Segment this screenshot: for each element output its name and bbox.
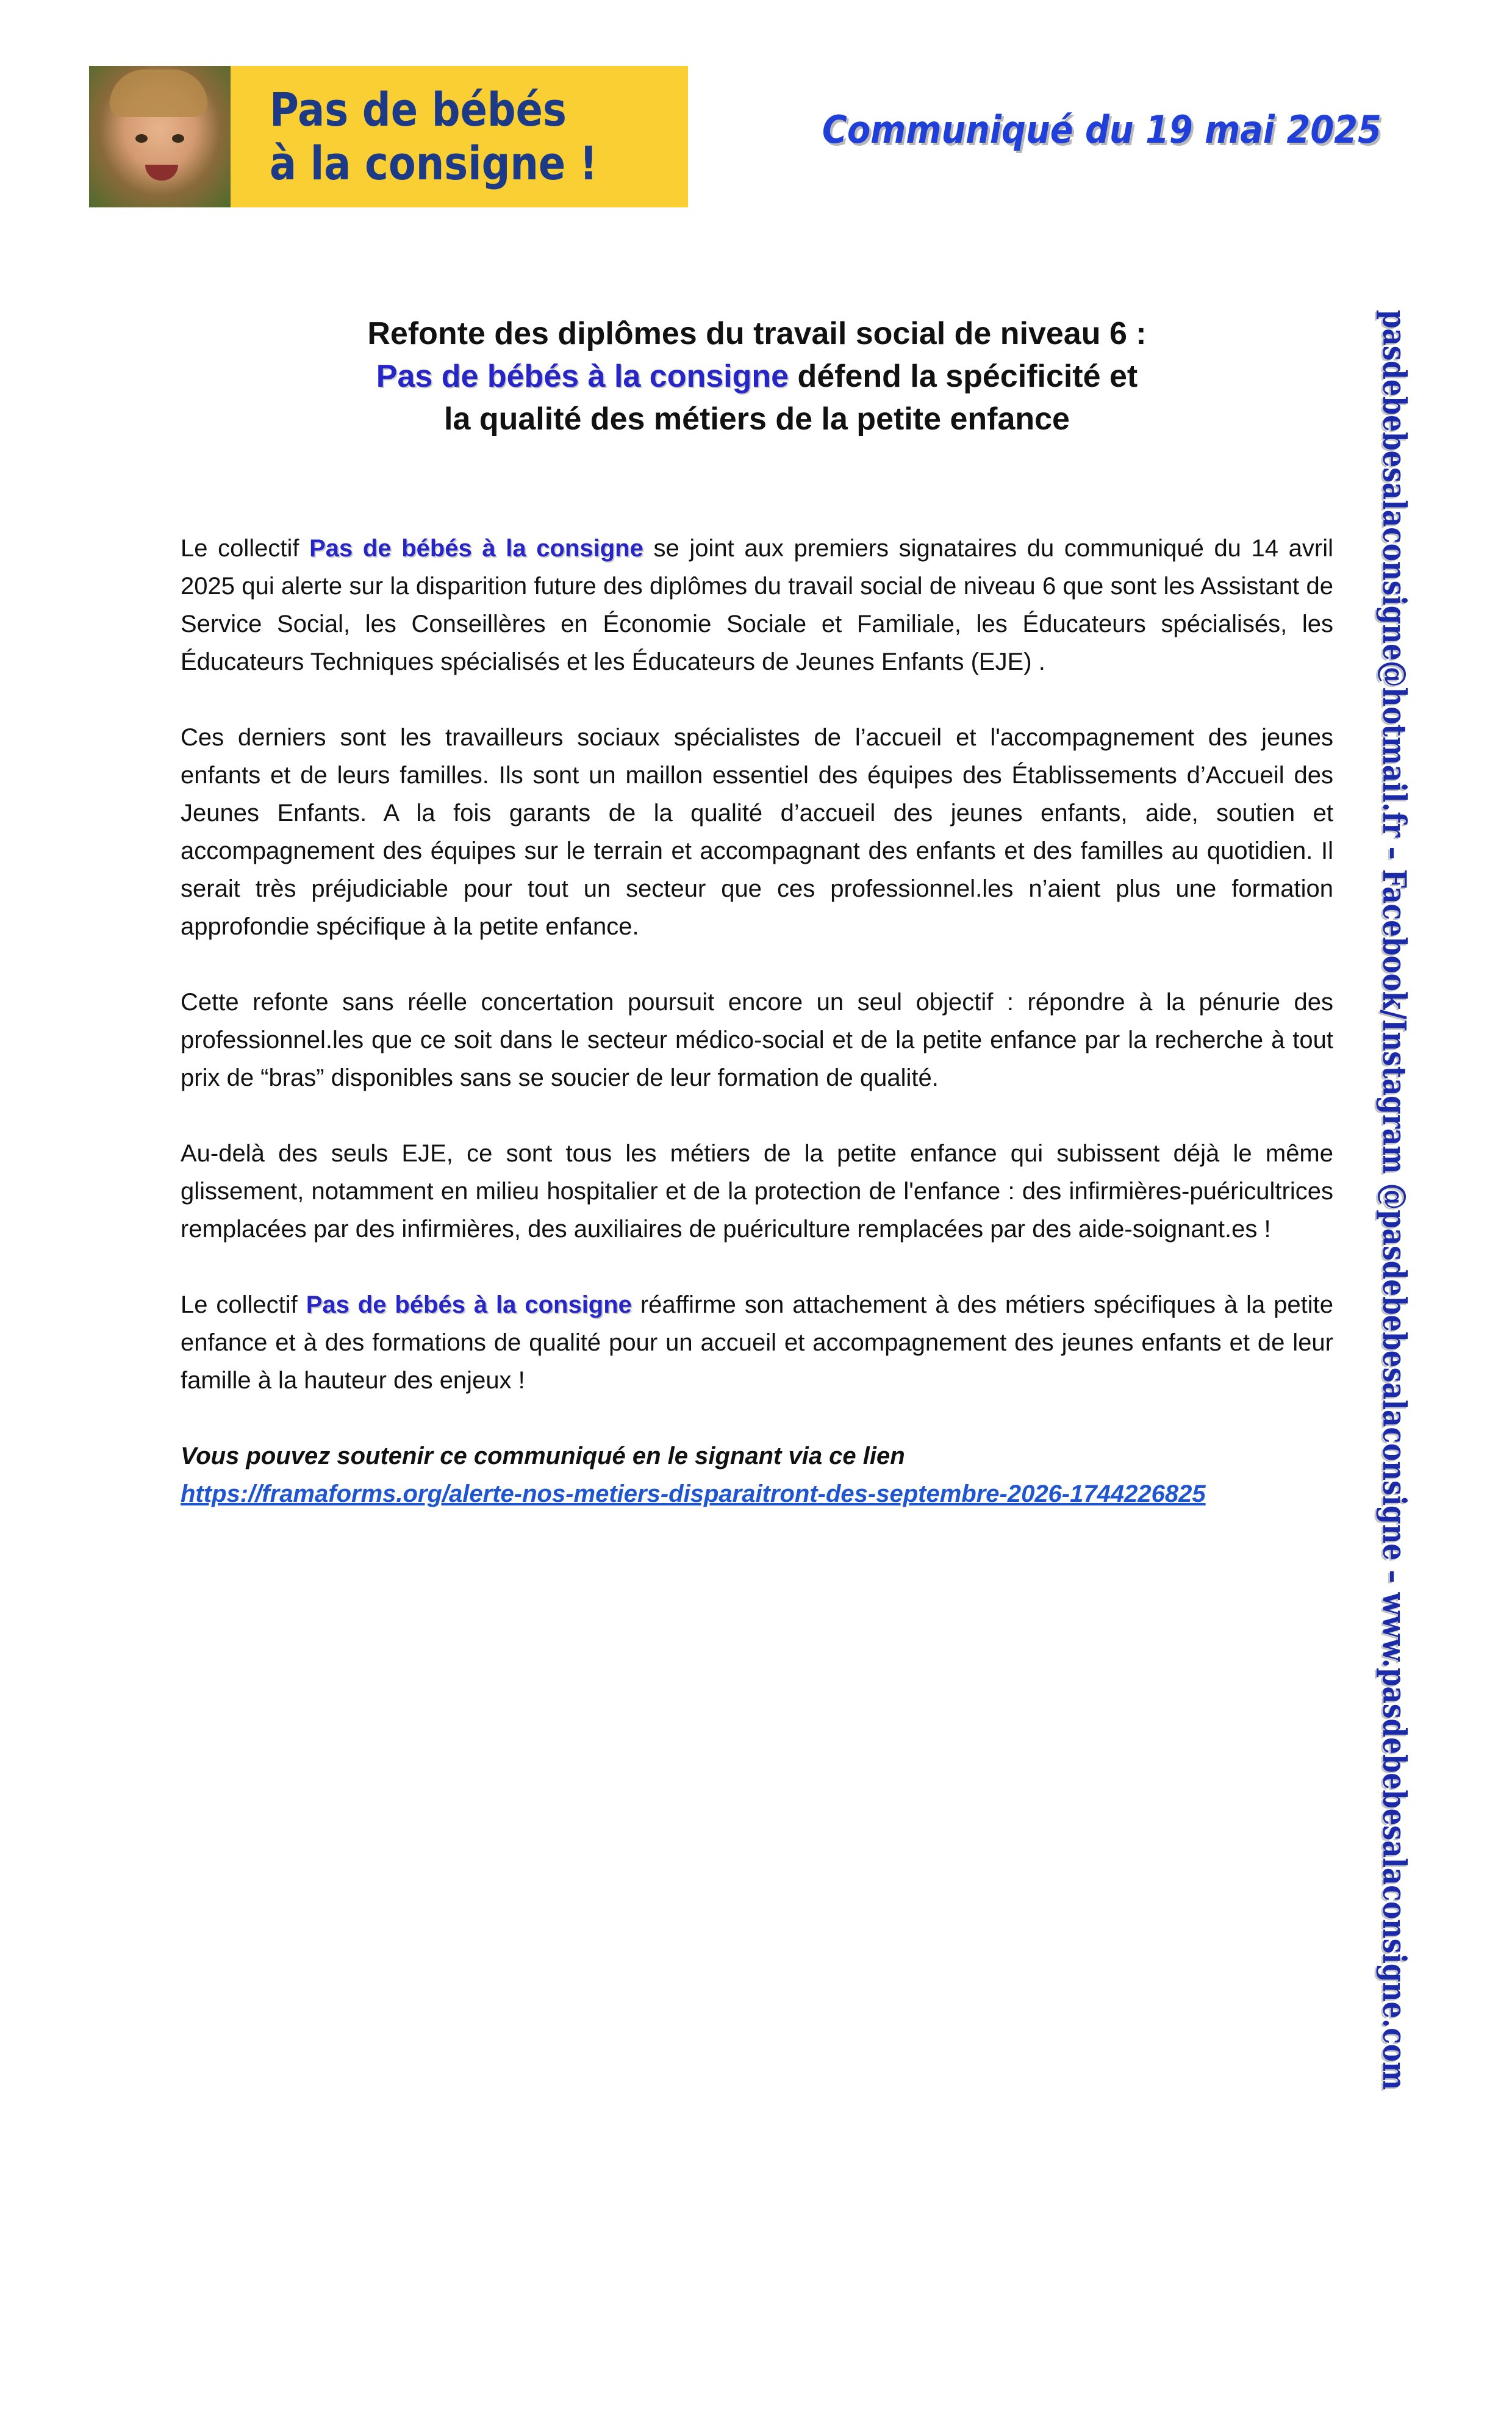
- logo: [89, 66, 688, 207]
- logo-baby-photo: [89, 66, 231, 207]
- side-contact-info: [1366, 310, 1421, 2090]
- paragraph-4: Au-delà des seuls EJE, ce sont tous les métiers de la petite enfance qui subissent déjà le même glissement, notamment en milieu hospitalier et de la protection de l'enfance : des infirmières-puéricultrices remplacées par des infirmières, des auxiliaires de puériculture remplacées par des aide-soignant.es !: [181, 1140, 1333, 1243]
- page-title: [181, 312, 1333, 440]
- p1-prefix: Le collectif: [181, 535, 310, 562]
- title-line3: la qualité des métiers de la petite enfance: [444, 401, 1070, 437]
- p5-prefix: Le collectif: [181, 1291, 306, 1318]
- title-line2-rest: défend la spécificité et: [789, 359, 1138, 394]
- logo-text-line1: Pas de bébés: [270, 82, 567, 137]
- side-contact-text: pasdebebesalaconsigne@hotmail.fr – Facebook/Instagram @pasdebebesalaconsigne – www.pasdebebesalaconsigne.com: [1375, 310, 1413, 2090]
- call-to-action: [181, 1437, 1333, 1513]
- press-release-date: Communiqué du 19 mai 2025: [822, 107, 1381, 152]
- title-line1: Refonte des diplômes du travail social de niveau 6 :: [367, 316, 1147, 351]
- p5-rest: réaffirme son attachement à des métiers spécifiques à la petite enfance et à des formations de qualité pour un accueil et accompagnement des jeunes enfants et de leur famille à la hauteur des enjeux !: [181, 1291, 1333, 1394]
- body-text: [181, 529, 1333, 1551]
- paragraph-1: [181, 529, 1333, 681]
- title-line2: [181, 355, 1333, 398]
- logo-text-line2: à la consigne !: [270, 136, 598, 190]
- p1-brand: Pas de bébés à la consigne: [309, 535, 643, 562]
- paragraph-2: Ces derniers sont les travailleurs sociaux spécialistes de l’accueil et l'accompagnement des jeunes enfants et de leurs familles. Ils sont un maillon essentiel des équipes des Établissements d’Accueil des Jeunes Enfants. A la fois garants de la qualité d’accueil des jeunes enfants, aide, soutien et accompagnement des équipes sur le terrain et accompagnant des enfants et des familles au quotidien. Il serait très préjudiciable pour tout un secteur que ces professionnel.les n’aient plus une formation approfondie spécifique à la petite enfance.: [181, 724, 1333, 940]
- cta-text: Vous pouvez soutenir ce communiqué en le signant via ce lien: [181, 1443, 905, 1469]
- paragraph-3: Cette refonte sans réelle concertation poursuit encore un seul objectif : répondre à la pénurie des professionnel.les que ce soit dans le secteur médico-social et de la petite enfance par la recherche à tout prix de “bras” disponibles sans se soucier de leur formation de qualité.: [181, 989, 1333, 1091]
- p5-brand: Pas de bébés à la consigne: [306, 1291, 632, 1318]
- p1-rest: se joint aux premiers signataires du communiqué du 14 avril 2025 qui alerte sur la disparition future des diplômes du travail social de niveau 6 que sont les Assistant de Service Social, les Conseillères en Économie Sociale et Familiale, les Éducateurs spécialisés, les Éducateurs Techniques spécialisés et les Éducateurs de Jeunes Enfants (EJE) .: [181, 535, 1333, 675]
- petition-link[interactable]: https://framaforms.org/alerte-nos-metiers-disparaitront-des-septembre-2026-1744226825: [181, 1480, 1206, 1507]
- title-brand: Pas de bébés à la consigne: [376, 359, 789, 394]
- logo-banner: [231, 66, 688, 207]
- paragraph-5: [181, 1286, 1333, 1399]
